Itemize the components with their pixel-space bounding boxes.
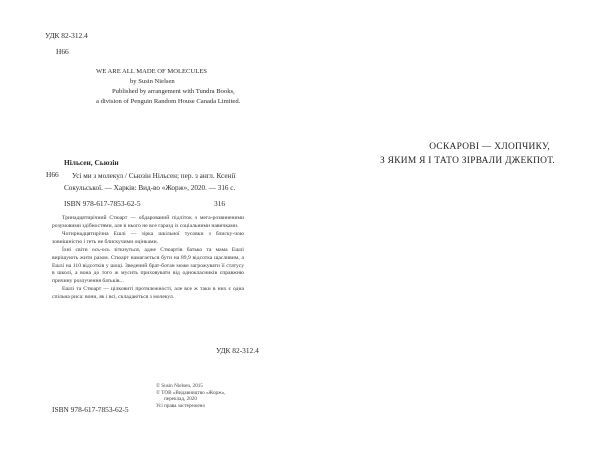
udk-code-top: УДК 82-312.4 (45, 31, 88, 40)
original-edition-credits (96, 67, 246, 107)
publisher-arrangement: Published by arrangement with Tundra Books, (112, 88, 235, 95)
publisher-division: a division of Penguin Random House Canada Limited. (96, 98, 241, 105)
annotation-paragraph: Тринадцятирічний Стюарт — обдарований підліток з мега-розвиненими розумовими здібностями, але в нього не все гаразд із соціальними навичками. (52, 215, 244, 229)
original-author: by Susin Nielsen (130, 78, 175, 85)
annotation (52, 215, 244, 303)
original-title: WE ARE ALL MADE OF MOLECULES (96, 68, 207, 75)
copyright-line: переклад, 2020 (164, 396, 197, 403)
catalog-entry: Усі ми з молекул / Сьюзін Нільсен; пер. з англ. Ксенії Сокульської. — Харків: Вид-во «Жорж», 2020. — 316 с. (64, 172, 236, 192)
dedication (380, 140, 555, 168)
dedication-line: З ЯКИМ Я І ТАТО ЗІРВАЛИ ДЖЕКПОТ. (380, 156, 555, 166)
annotation-paragraph: Чотирнадцятирічна Ешлі — зірка шкільної тусовки з блиску-чою зовнішністю і геть не блискучими оцінками. (52, 231, 244, 245)
annotation-paragraph: Ешлі та Стюарт — цілковиті протилежності, але все ж таки в них є одна спільна риса: вони, як і всі, складаються з молекул. (52, 286, 244, 300)
copyright-line: Усі права застережено (156, 402, 206, 409)
edition-number: 316 (214, 199, 226, 208)
copyright-block (156, 383, 266, 409)
catalog-code: Н66 (46, 170, 59, 179)
author-mark-top: Н66 (56, 47, 69, 56)
author-heading: Нільсен, Сьюзін (64, 158, 119, 167)
annotation-paragraph: Їхні світи ось-ось зіткнуться, адже Стюартів батько та мама Ешлі вирішують жити разом. Стюарт намагається бути на 89,9 відсотка щасливим, а Ешлі на 110 відсотків у шоці. Зведений брат-ботан може загрожувати її статусу в школі, а вона до того ж мусить приховувати від однокласників справжню причину розлучення батьків... (52, 247, 244, 284)
isbn-catalog: ISBN 978-617-7853-62-5 (64, 199, 141, 208)
udk-code-bottom: УДК 82-312.4 (216, 346, 259, 355)
dedication-line: ОСКАРОВІ — ХЛОПЧИКУ, (429, 142, 550, 152)
copyright-line: © ТОВ «Видавництво «Жорж», (156, 389, 226, 396)
copyright-line: © Susin Nielsen, 2015 (156, 383, 203, 389)
isbn-bottom: ISBN 978-617-7853-62-5 (52, 405, 129, 414)
